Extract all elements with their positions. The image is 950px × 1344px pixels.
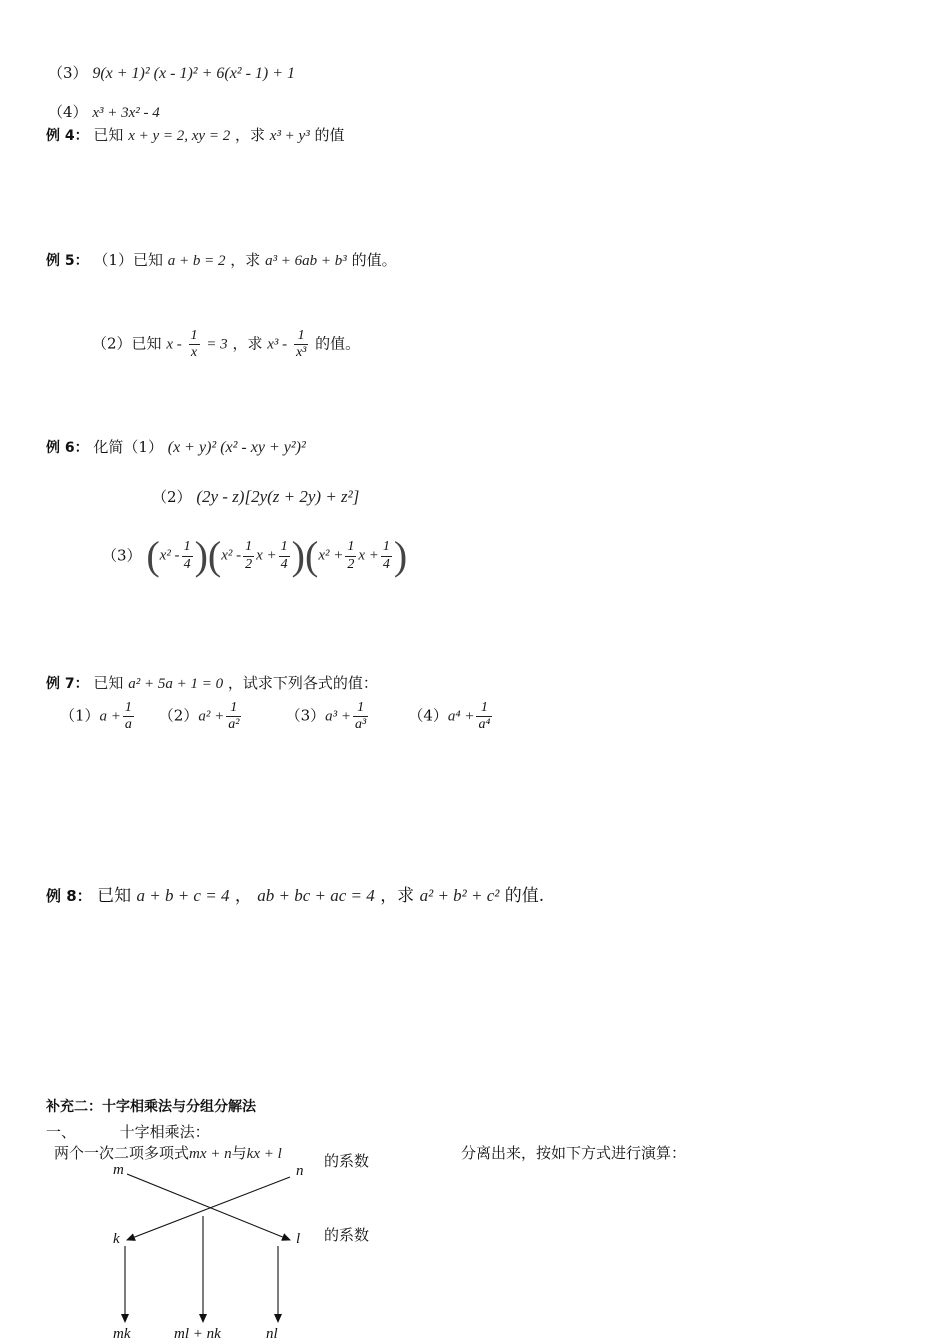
numerator: 1: [345, 539, 356, 556]
example-4-ask: ，求: [234, 126, 265, 144]
factor-2-pre: x² -: [221, 547, 242, 564]
example-4-suffix: 的值: [314, 126, 345, 144]
example-4-target: x³ + y³: [269, 128, 310, 144]
item-label: （1）: [60, 706, 100, 725]
numerator: 1: [226, 700, 241, 717]
example-7-text: 已知: [93, 674, 124, 692]
problem-3-label: （3）: [48, 64, 88, 82]
paren-open: (: [304, 533, 319, 578]
item-pre: a +: [99, 708, 121, 725]
example-4-label: 例 4：: [46, 128, 89, 144]
example-5-q2-label: （2）已知: [92, 334, 162, 353]
factor-1-pre: x² -: [159, 547, 180, 564]
numerator: 1: [279, 539, 290, 556]
numerator: 1: [123, 700, 134, 717]
example-6-q2-label: （2）: [152, 488, 192, 506]
problem-4-label: （4）: [48, 103, 88, 121]
item-pre: a⁴ +: [447, 708, 475, 725]
numerator: 1: [476, 700, 492, 717]
intro-text: 两个一次二项多项式: [54, 1144, 190, 1162]
paren-close: ): [393, 533, 408, 578]
example-5-q1-condition: a + b = 2: [167, 253, 226, 269]
item-pre: a³ +: [325, 708, 351, 725]
example-8-label: 例 8：: [46, 887, 92, 905]
denominator: 2: [245, 556, 253, 572]
item-pre: a² +: [198, 708, 225, 725]
numerator: 1: [294, 328, 308, 345]
paren-open: (: [207, 533, 222, 578]
example-8-condition-2: ab + bc + ac = 4: [257, 886, 375, 905]
problem-4-expression: x³ + 3x² - 4: [92, 105, 160, 121]
example-7-label: 例 7：: [46, 676, 89, 692]
denominator: x: [190, 345, 198, 361]
diagram-mk: mk: [113, 1326, 131, 1342]
example-5-q1-target: a³ + 6ab + b³: [265, 253, 347, 269]
denominator: x³: [295, 345, 307, 361]
example-8-text: 已知: [97, 886, 132, 906]
example-8-target: a² + b² + c²: [419, 886, 500, 905]
example-5-q2-pre: x -: [166, 336, 182, 353]
example-8-suffix: 的值.: [504, 886, 545, 906]
denominator: 4: [183, 556, 191, 572]
example-5-label: 例 5：: [46, 253, 89, 269]
example-6-label: 例 6：: [46, 440, 89, 456]
example-4-condition: x + y = 2, xy = 2: [128, 128, 231, 144]
example-5-q1-ask: ，求: [230, 251, 261, 269]
item-label: （2）: [158, 706, 199, 725]
subheading-number: 一、: [46, 1123, 77, 1141]
item-label: （4）: [408, 706, 448, 725]
diagram-l: l: [296, 1231, 301, 1247]
subheading-title: 十字相乘法：: [119, 1123, 210, 1141]
example-6-q3-label: （3）: [102, 546, 142, 565]
numerator: 1: [243, 539, 254, 556]
numerator: 1: [353, 700, 368, 717]
example-6-q1-expression: (x + y)² (x² - xy + y²)²: [167, 439, 306, 456]
example-6-q2-expression: (2y - z)[2y(z + 2y) + z²]: [196, 487, 360, 506]
item-label: （3）: [285, 706, 326, 725]
example-7-ask: ，试求下列各式的值：: [227, 674, 378, 692]
intro-and: 与: [231, 1144, 247, 1162]
factor-3-pre: x² +: [318, 547, 344, 564]
denominator: 2: [347, 556, 355, 572]
example-8-ask: ，求: [380, 886, 415, 906]
numerator: 1: [189, 328, 200, 345]
example-7-condition: a² + 5a + 1 = 0: [128, 676, 224, 692]
factor-2-mid: x +: [256, 547, 277, 564]
example-5-q2-post: = 3: [206, 336, 228, 353]
example-6-intro: 化简（1）: [93, 438, 163, 456]
supplement-intro-continued: 分离出来，按如下方式进行演算：: [461, 1144, 687, 1162]
paren-open: (: [146, 533, 160, 578]
example-5-q1-suffix: 的值。: [351, 251, 397, 269]
paren-close: ): [194, 533, 208, 578]
paren-close: ): [291, 533, 305, 578]
denominator: a²: [228, 717, 240, 733]
example-5-q2-ask: ，求: [232, 334, 263, 353]
example-4-text: 已知: [93, 126, 124, 144]
numerator: 1: [182, 539, 193, 556]
diagram-m: m: [113, 1162, 124, 1178]
example-8-separator: ，: [234, 886, 252, 906]
denominator: 4: [382, 556, 390, 572]
intro-expression-2: kx + l: [246, 1146, 282, 1162]
diagram-k: k: [113, 1231, 120, 1247]
example-5-q2-suffix: 的值。: [315, 334, 361, 353]
diagram-nl: nl: [266, 1326, 278, 1342]
example-5-q1-label: （1）已知: [93, 251, 163, 269]
coefficient-note-2: 的系数: [324, 1226, 370, 1244]
example-5-q2-target: x³ -: [267, 336, 288, 353]
denominator: a: [124, 717, 132, 733]
coefficient-note-1: 的系数: [324, 1152, 370, 1170]
intro-expression-1: mx + n: [189, 1146, 232, 1162]
problem-3-expression: 9(x + 1)² (x - 1)² + 6(x² - 1) + 1: [92, 65, 296, 82]
denominator: a³: [354, 717, 367, 733]
diagram-n: n: [296, 1163, 304, 1179]
factor-3-mid: x +: [358, 547, 379, 564]
supplement-title: 补充二：十字相乘法与分组分解法: [46, 1099, 256, 1115]
denominator: a⁴: [478, 717, 491, 733]
numerator: 1: [381, 539, 392, 556]
example-8-condition-1: a + b + c = 4: [136, 886, 230, 905]
denominator: 4: [280, 556, 288, 572]
diagram-ml-plus-nk: ml + nk: [174, 1326, 221, 1342]
